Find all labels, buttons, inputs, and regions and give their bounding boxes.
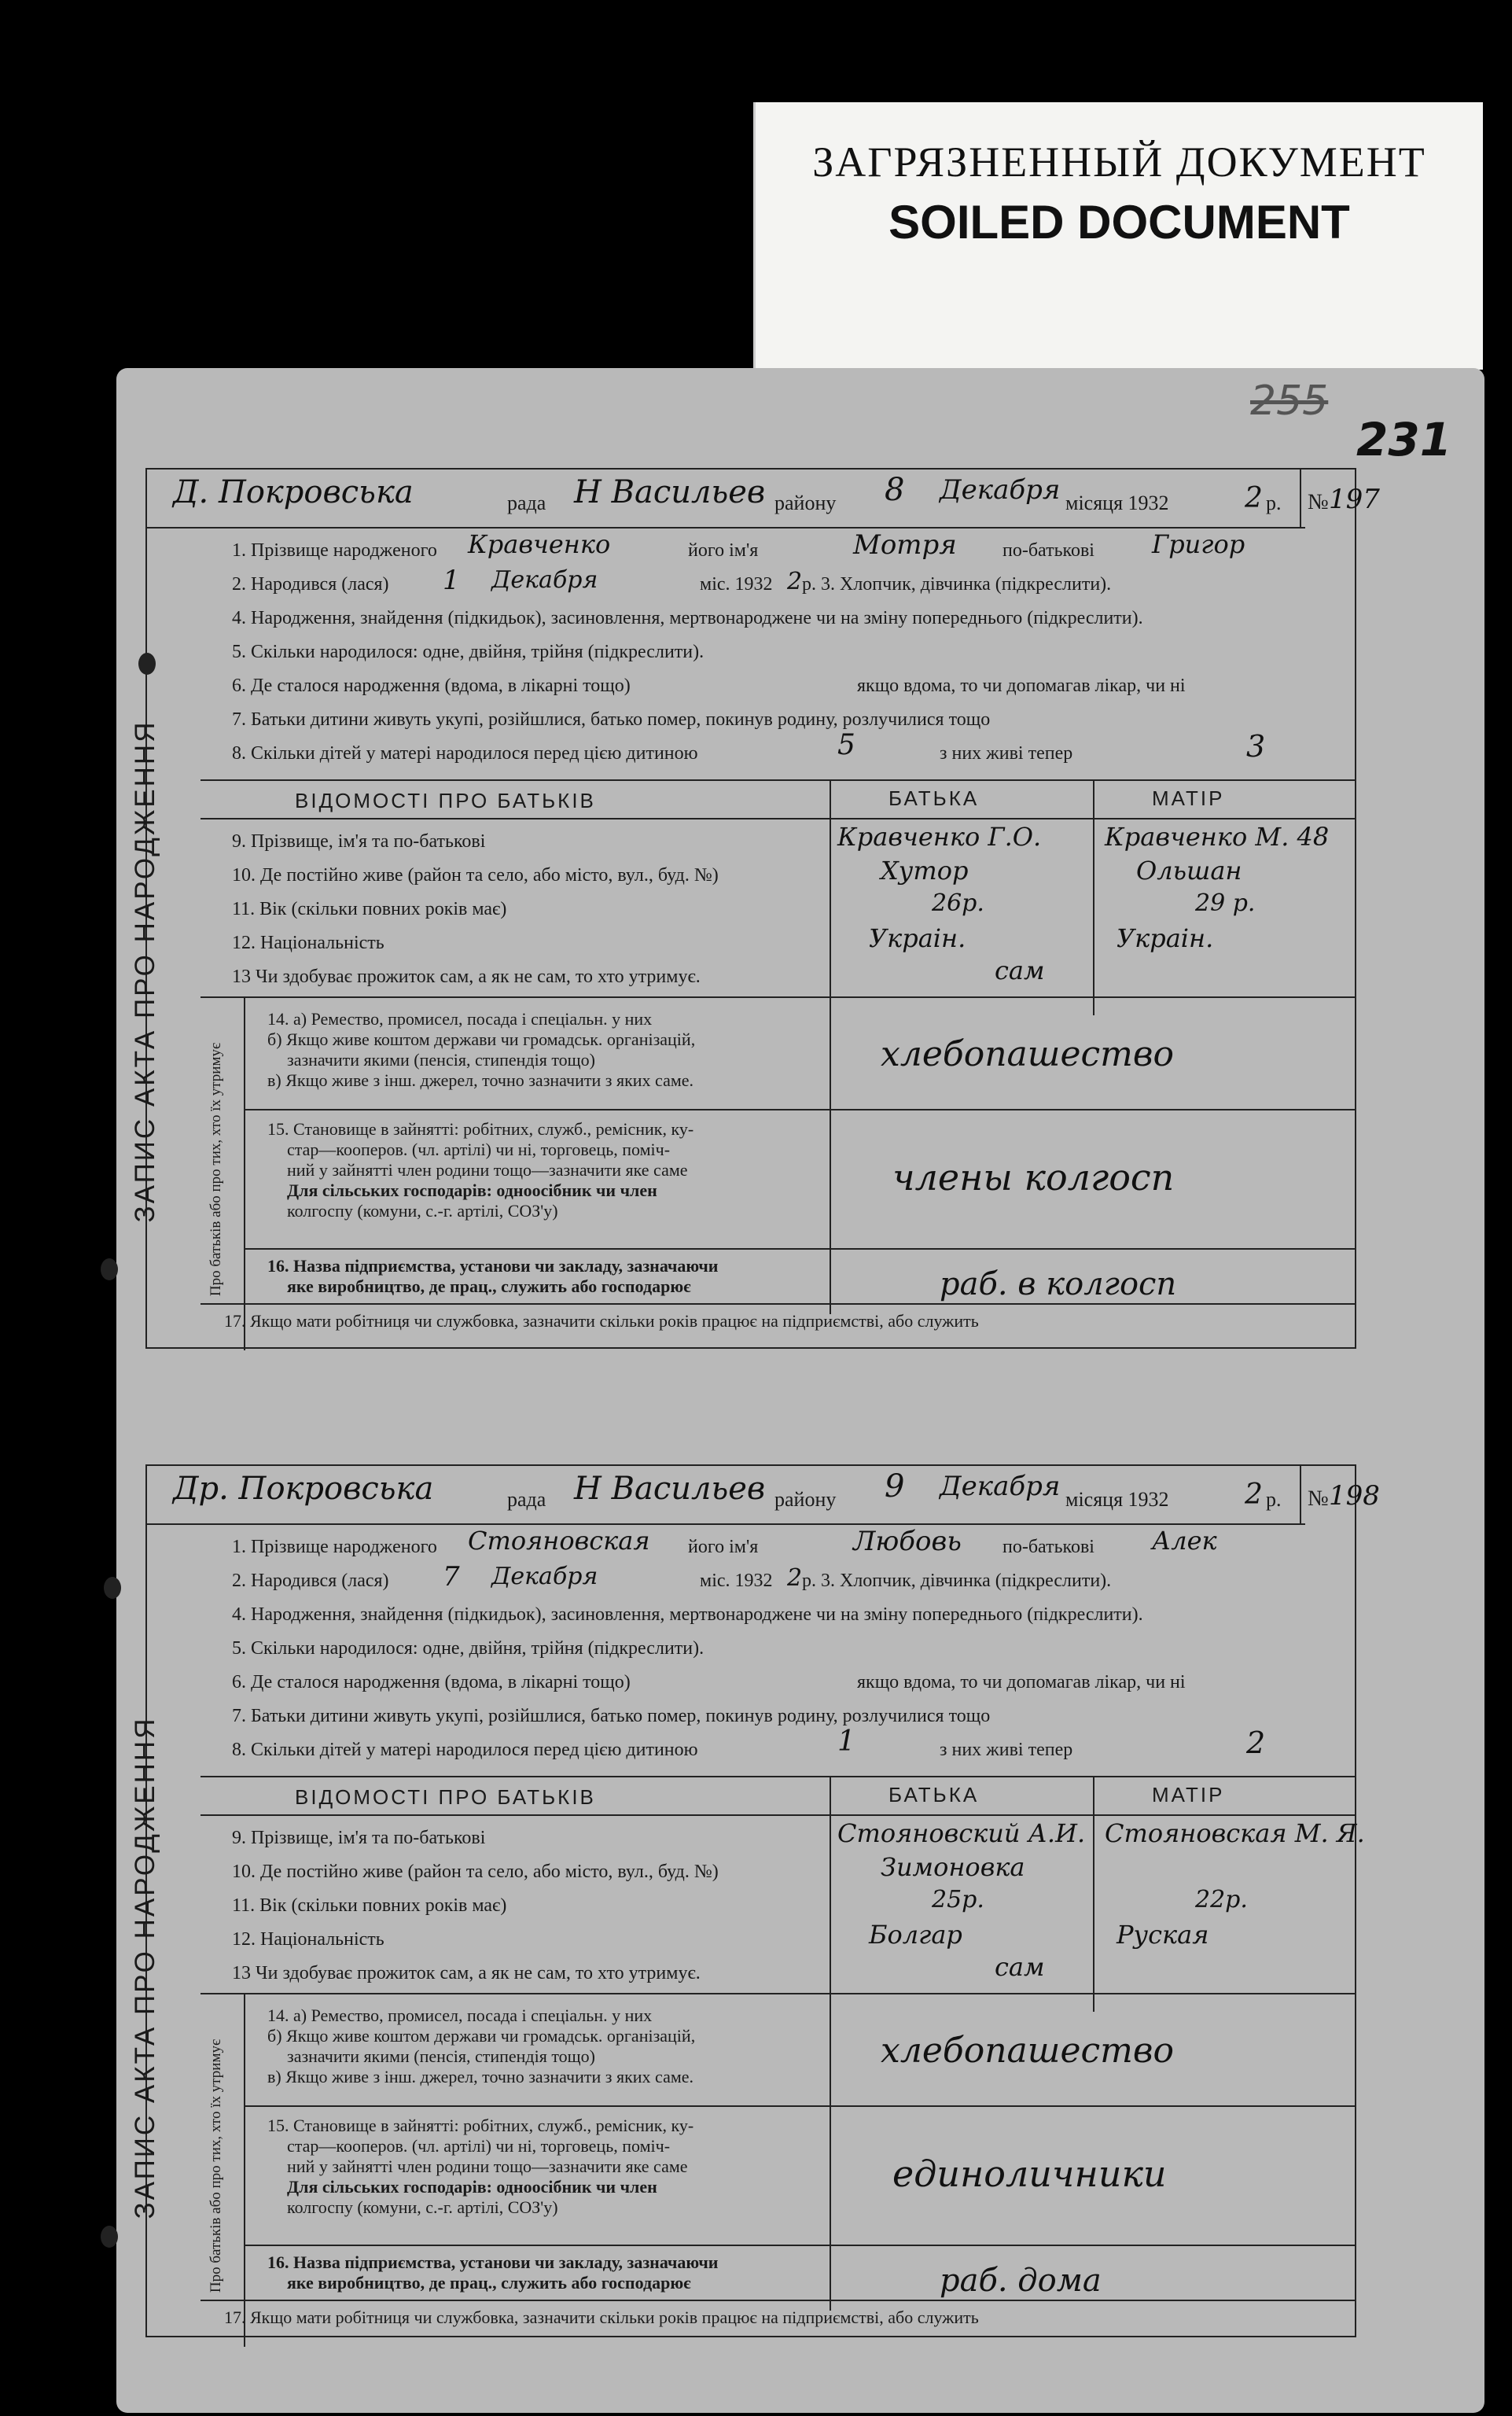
alive-value: 2 xyxy=(1246,1725,1266,1760)
district-value: Н Васильев xyxy=(574,474,766,510)
gender-label: р. 3. Хлопчик, дівчинка (підкреслити). xyxy=(802,574,1112,595)
column-divider xyxy=(1093,779,1094,1015)
side-caption xyxy=(193,1993,240,2339)
q9-label: 9. Прізвище, ім'я та по-батькові xyxy=(232,1828,486,1848)
old-page-number: 255 xyxy=(1250,378,1329,425)
q14b-label: б) Якщо живе коштом держави чи громадськ. організацій, xyxy=(267,2026,696,2046)
name-label: його ім'я xyxy=(688,1537,759,1557)
q6-row xyxy=(232,676,1186,697)
birth-record-form xyxy=(130,468,1380,1349)
q1-label: 1. Прізвище народженого xyxy=(232,1537,437,1557)
father-column-header: БАТЬКА xyxy=(888,786,980,810)
occupation-value: хлебопашество xyxy=(881,1034,1174,1074)
q14a-label: 14. а) Ремество, промисел, посада і спеціальн. у них xyxy=(267,2005,653,2025)
q6-label: 6. Де сталося народження (вдома, в лікарні тощо) xyxy=(232,676,631,696)
q11-label: 11. Вік (скільки повних років має) xyxy=(232,1895,507,1916)
q6b-label: якщо вдома, то чи допомагав лікар, чи ні xyxy=(857,676,1186,696)
born-month-value: Декабря xyxy=(491,1563,598,1590)
q16-block xyxy=(267,1256,718,1297)
father-age-value: 26р. xyxy=(932,889,984,917)
mother-column-header: МАТІР xyxy=(1152,1783,1225,1806)
q14b-label: б) Якщо живе коштом держави чи громадськ. організацій, xyxy=(267,1029,696,1049)
village-value: Д. Покровська xyxy=(173,474,414,510)
q12-label: 12. Національність xyxy=(232,933,384,953)
mother-nationality-value: Украін. xyxy=(1117,923,1214,953)
mother-address-value: Ольшан xyxy=(1136,856,1242,886)
gender-label: р. 3. Хлопчик, дівчинка (підкреслити). xyxy=(802,1571,1112,1591)
born-year-digit: 2 xyxy=(787,568,803,595)
surname-value: Кравченко xyxy=(468,529,611,559)
workplace-value: раб. в колгосп xyxy=(940,1266,1177,1302)
father-column-header: БАТЬКА xyxy=(888,1783,980,1806)
vertical-title xyxy=(118,657,173,1286)
vertical-title xyxy=(118,1653,173,2282)
q15e-label: колгоспу (комуни, с.-г. артілі, СОЗ'у) xyxy=(287,2197,558,2217)
q8-label: 8. Скільки дітей у матері народилося перед цією дитиною xyxy=(232,743,698,764)
alive-label: з них живі тепер xyxy=(940,1740,1073,1760)
q1-label: 1. Прізвище народженого xyxy=(232,540,437,561)
q16a-label: 16. Назва підприємства, установи чи закладу, зазначаючи xyxy=(267,2252,719,2272)
q6b-label: якщо вдома, то чи допомагав лікар, чи ні xyxy=(857,1672,1186,1692)
form-header xyxy=(145,468,1305,528)
column-divider xyxy=(830,1776,831,2311)
q15c-label: ний у зайнятті член родини тощо—зазначити яке саме xyxy=(287,2156,688,2176)
q10-label: 10. Де постійно живе (район та село, або місто, вул., буд. №) xyxy=(232,865,719,886)
q16-block xyxy=(267,2252,718,2293)
employment-status-value: единоличники xyxy=(892,2153,1167,2195)
workplace-value: раб. дома xyxy=(940,2263,1102,2299)
vertical-title-text: ЗАПИС АКТА ПРО НАРОДЖЕННЯ xyxy=(130,1716,160,2219)
q1-row xyxy=(232,529,1245,562)
mother-column-header: МАТІР xyxy=(1152,786,1225,810)
patronymic-label: по-батькові xyxy=(1002,1537,1094,1557)
q10-label: 10. Де постійно живе (район та село, або місто, вул., буд. №) xyxy=(232,1862,719,1882)
children-before-value: 1 xyxy=(837,1725,855,1758)
q7-label: 7. Батьки дитини живуть укупі, розійшлися, батько помер, покинув родину, розлучилися тощо xyxy=(232,709,991,730)
q8-row xyxy=(232,729,1266,764)
q4-label: 4. Народження, знайдення (підкидьок), засиновлення, мертвонароджене чи на зміну попереднього (підкреслити). xyxy=(232,1604,1143,1625)
row-divider xyxy=(200,996,1356,998)
side-caption-text: Про батьків або про тих, хто їх утримує xyxy=(208,2038,224,2293)
q15c-label: ний у зайнятті член родини тощо—зазначити яке саме xyxy=(287,1160,688,1180)
q12-label: 12. Національність xyxy=(232,1929,384,1950)
rayonu-label: району xyxy=(774,1488,837,1511)
father-age-value: 25р. xyxy=(932,1886,984,1913)
mother-age-value: 29 р. xyxy=(1195,889,1256,917)
q16b-label: яке виробництво, де прац., служить або господарює xyxy=(287,2273,691,2293)
year-r-label: р. xyxy=(1266,492,1282,514)
record-number-cell xyxy=(1300,1464,1380,1523)
header-divider xyxy=(200,818,1356,819)
q15e-label: колгоспу (комуни, с.-г. артілі, СОЗ'у) xyxy=(287,1201,558,1221)
row-divider xyxy=(244,1248,1356,1250)
punch-hole xyxy=(104,1577,121,1599)
side-caption-text: Про батьків або про тих, хто їх утримує xyxy=(208,1042,224,1297)
q15-block xyxy=(267,1119,693,1221)
q4-label: 4. Народження, знайдення (підкидьок), засиновлення, мертвонароджене чи на зміну попереднього (підкреслити). xyxy=(232,608,1143,628)
name-value: Любовь xyxy=(853,1526,962,1557)
parents-section-title: ВІДОМОСТІ ПРО БАТЬКІВ xyxy=(295,1785,596,1809)
name-value: Мотря xyxy=(853,529,957,561)
q14b2-label: зазначити якими (пенсія, стипендія тощо) xyxy=(287,1050,595,1070)
number-label: № xyxy=(1308,1486,1329,1511)
q9-label: 9. Прізвище, ім'я та по-батькові xyxy=(232,831,486,852)
q17-label: 17. Якщо мати робітниця чи службовка, зазначити скільки років працює на підприємстві, або служить xyxy=(224,1311,979,1331)
header-divider xyxy=(200,1814,1356,1816)
q6-label: 6. Де сталося народження (вдома, в лікарні тощо) xyxy=(232,1672,631,1692)
year-digit-value: 2 xyxy=(1245,1479,1263,1511)
q2-row xyxy=(232,565,1112,596)
q14-block xyxy=(267,1009,695,1091)
year-r-label: р. xyxy=(1266,1488,1282,1511)
section-divider xyxy=(200,1776,1356,1777)
q15a-label: 15. Становище в зайнятті: робітних, служб., ремісник, ку- xyxy=(267,2116,694,2135)
q1-row xyxy=(232,1526,1217,1558)
q7-label: 7. Батьки дитини живуть укупі, розійшлися, батько помер, покинув родину, розлучилися тощо xyxy=(232,1706,991,1726)
month-value: Декабря xyxy=(940,1471,1061,1502)
support-value: сам xyxy=(995,1952,1045,1982)
stamp-english-text: SOILED DOCUMENT xyxy=(888,196,1350,249)
alive-value: 3 xyxy=(1246,729,1266,764)
row-divider xyxy=(200,2300,1356,2301)
side-divider xyxy=(244,1993,245,2347)
q15a-label: 15. Становище в зайнятті: робітних, служб., ремісник, ку- xyxy=(267,1119,694,1139)
q14c-label: в) Якщо живе з інш. джерел, точно зазначити з яких саме. xyxy=(267,1070,694,1090)
birth-record-form xyxy=(130,1464,1380,2337)
record-number-value: 198 xyxy=(1329,1480,1380,1512)
q14a-label: 14. а) Ремество, промисел, посада і спеціальн. у них xyxy=(267,1009,653,1029)
mother-name-value: Кравченко М. 48 xyxy=(1105,822,1330,852)
born-month-label: міс. 1932 xyxy=(700,574,773,595)
born-day-value: 1 xyxy=(443,565,460,596)
q6-row xyxy=(232,1672,1186,1693)
father-nationality-value: Украін. xyxy=(869,923,966,953)
row-divider xyxy=(200,1993,1356,1994)
q15b-label: стар—кооперов. (чл. артілі) чи ні, торговець, поміч- xyxy=(287,2136,671,2156)
born-month-label: міс. 1932 xyxy=(700,1571,773,1591)
number-label: № xyxy=(1308,490,1329,514)
month-value: Декабря xyxy=(940,474,1061,506)
row-divider xyxy=(244,2245,1356,2246)
row-divider xyxy=(200,1303,1356,1305)
soiled-document-stamp xyxy=(753,102,1483,370)
q13-label: 13 Чи здобуває прожиток сам, а як не сам, то хто утримує. xyxy=(232,967,701,987)
father-nationality-value: Болгар xyxy=(869,1920,962,1950)
vertical-title-text: ЗАПИС АКТА ПРО НАРОДЖЕННЯ xyxy=(130,720,160,1223)
mother-name-value: Стояновская М. Я. xyxy=(1105,1818,1365,1848)
record-number-value: 197 xyxy=(1329,484,1380,515)
column-divider xyxy=(830,779,831,1314)
q15b-label: стар—кооперов. (чл. артілі) чи ні, торговець, поміч- xyxy=(287,1140,671,1159)
patronymic-value: Алек xyxy=(1152,1526,1217,1556)
father-name-value: Стояновский А.И. xyxy=(837,1818,1086,1848)
page-number: 231 xyxy=(1356,413,1452,466)
row-divider xyxy=(244,1109,1356,1110)
q2-row xyxy=(232,1561,1112,1593)
q15d-label: Для сільських господарів: одноосібник чи член xyxy=(287,2177,657,2197)
q8-row xyxy=(232,1725,1266,1761)
rayonu-label: району xyxy=(774,492,837,514)
year-digit-value: 2 xyxy=(1245,482,1263,514)
q17-label: 17. Якщо мати робітниця чи службовка, зазначити скільки років працює на підприємстві, або служить xyxy=(224,2307,979,2327)
section-divider xyxy=(200,779,1356,781)
mother-age-value: 22р. xyxy=(1195,1886,1248,1913)
patronymic-label: по-батькові xyxy=(1002,540,1094,561)
day-value: 8 xyxy=(885,472,905,508)
form-header xyxy=(145,1464,1305,1525)
stamp-russian-text: ЗАГРЯЗНЕННЫЙ ДОКУМЕНТ xyxy=(812,138,1426,186)
q14-block xyxy=(267,2005,695,2087)
q15-block xyxy=(267,2116,693,2218)
q5-label: 5. Скільки народилося: одне, двійня, трійня (підкреслити). xyxy=(232,1638,704,1659)
day-value: 9 xyxy=(885,1468,905,1504)
support-value: сам xyxy=(995,956,1045,985)
month-year-label: місяця 1932 xyxy=(1065,1488,1169,1511)
q5-label: 5. Скільки народилося: одне, двійня, трійня (підкреслити). xyxy=(232,642,704,662)
alive-label: з них живі тепер xyxy=(940,743,1073,764)
q13-label: 13 Чи здобуває прожиток сам, а як не сам, то хто утримує. xyxy=(232,1963,701,1983)
surname-value: Стояновская xyxy=(468,1526,650,1556)
q14c-label: в) Якщо живе з інш. джерел, точно зазначити з яких саме. xyxy=(267,2067,694,2086)
children-before-value: 5 xyxy=(837,729,855,761)
month-year-label: місяця 1932 xyxy=(1065,492,1169,514)
mother-nationality-value: Руская xyxy=(1117,1920,1209,1950)
father-name-value: Кравченко Г.О. xyxy=(837,822,1042,852)
rada-label: рада xyxy=(507,492,546,514)
q2-label: 2. Народився (лася) xyxy=(232,1571,389,1591)
born-day-value: 7 xyxy=(443,1561,460,1593)
district-value: Н Васильев xyxy=(574,1471,766,1507)
row-divider xyxy=(244,2105,1356,2107)
father-address-value: Зимоновка xyxy=(881,1852,1025,1882)
village-value: Др. Покровська xyxy=(173,1471,434,1507)
rada-label: рада xyxy=(507,1488,546,1511)
q8-label: 8. Скільки дітей у матері народилося перед цією дитиною xyxy=(232,1740,698,1760)
q16b-label: яке виробництво, де прац., служить або господарює xyxy=(287,1276,691,1296)
q2-label: 2. Народився (лася) xyxy=(232,574,389,595)
occupation-value: хлебопашество xyxy=(881,2031,1174,2071)
side-caption xyxy=(193,996,240,1342)
punch-hole xyxy=(101,1258,118,1280)
born-year-digit: 2 xyxy=(787,1564,803,1592)
side-divider xyxy=(244,996,245,1350)
born-month-value: Декабря xyxy=(491,566,598,594)
q16a-label: 16. Назва підприємства, установи чи закладу, зазначаючи xyxy=(267,1256,719,1276)
column-divider xyxy=(1093,1776,1094,2012)
patronymic-value: Григор xyxy=(1152,529,1245,559)
father-address-value: Хутор xyxy=(881,856,969,886)
q11-label: 11. Вік (скільки повних років має) xyxy=(232,899,507,919)
name-label: його ім'я xyxy=(688,540,759,561)
q14b2-label: зазначити якими (пенсія, стипендія тощо) xyxy=(287,2046,595,2066)
q15d-label: Для сільських господарів: одноосібник чи член xyxy=(287,1180,657,1200)
parents-section-title: ВІДОМОСТІ ПРО БАТЬКІВ xyxy=(295,789,596,812)
employment-status-value: члены колгосп xyxy=(892,1156,1175,1199)
punch-hole xyxy=(101,2226,118,2248)
record-number-cell xyxy=(1300,468,1380,527)
